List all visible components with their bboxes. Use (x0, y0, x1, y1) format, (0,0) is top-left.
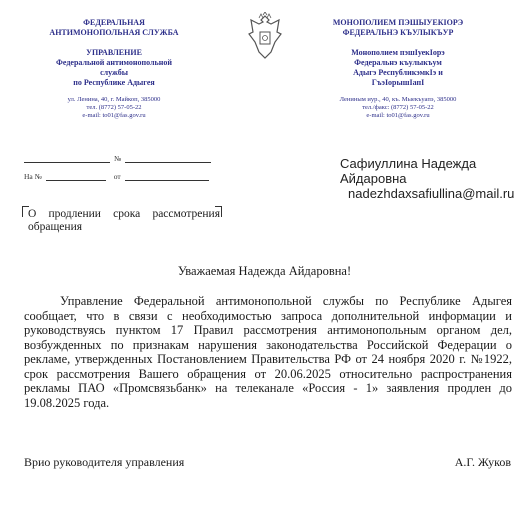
recipient-email: nadezhdaxsafiullina@mail.ru (348, 186, 515, 201)
subject-line2: обращения (28, 221, 83, 233)
dept-name-adyghe-line4: ГъэIорышIапI (371, 78, 425, 87)
ref-number-line (46, 170, 106, 181)
recipient-block (340, 156, 520, 201)
header-right-block (298, 18, 498, 120)
org-name-line1: ФЕДЕРАЛЬНАЯ (83, 18, 145, 27)
org-name-line2: АНТИМОНОПОЛЬНАЯ СЛУЖБА (49, 28, 179, 37)
dept-name-line1: УПРАВЛЕНИЕ (86, 48, 142, 57)
subject-bracket-left (22, 206, 29, 217)
subject-block (24, 208, 220, 234)
ref-label: На № (24, 172, 42, 181)
registration-block (24, 145, 224, 181)
phone: тел. (8772) 57-05-22 (86, 104, 142, 111)
subject-line1: О продлении срока рассмотрения (28, 208, 220, 220)
recipient-name: Сафиуллина Надежда Айдаровна (340, 156, 477, 186)
ref-date-line (125, 170, 209, 181)
reg-number-line (24, 152, 110, 163)
header-left-block (14, 18, 214, 120)
org-name-adyghe-line1: МОНОПОЛИЕМ ПЭШЫУЕКIОРЭ (332, 18, 464, 27)
dept-name-adyghe-line2: Федеральнэ къулыкъум (354, 58, 442, 67)
signature-position: Врио руководителя управления (24, 455, 185, 469)
letter-body: Управление Федеральной антимонопольной службы по Республике Адыгея сообщает, что в связи с необходимостью запроса дополнительной информации и руководствуясь пунктом 17 Правил рассмотрения антимонопольным органом дел, возбужденных по признакам нарушения законодательства Российской Федерации о рекламе, утвержденных Постановлением Правительства РФ от 24 ноября 2020 г. №1922, срок рассмотрения Вашего обращения от 20.06.2025 относительно распространения рекламы ПАО «Промсвязьбанк» на телеканале «Россия - 1» заявления продлен до 19.08.2025 года. (24, 294, 512, 410)
org-name-adyghe-line2: ФЕДЕРАЛЬНЭ КЪУЛЫКЪУР (342, 28, 454, 37)
phone-adyghe: тел./факс: (8772) 57-05-22 (362, 104, 434, 111)
email-adyghe: e-mail: to01@fas.gov.ru (366, 112, 430, 119)
address: ул. Ленина, 40, г. Майкоп, 385000 (67, 96, 161, 103)
dept-name-adyghe-line1: Монополием пэшIуекIорэ (351, 48, 445, 57)
dept-name-line3: службы (100, 68, 128, 77)
email: e-mail: to01@fas.gov.ru (82, 112, 146, 119)
number-sign: № (114, 154, 122, 163)
russian-coat-of-arms-icon (245, 12, 285, 62)
from-label: от (113, 172, 121, 181)
reg-number-line-2 (125, 152, 211, 163)
signature-name: А.Г. Жуков (454, 455, 511, 469)
greeting: Уважаемая Надежда Айдаровна! (177, 264, 352, 278)
dept-name-line2: Федеральной антимонопольной (56, 58, 172, 67)
dept-name-adyghe-line3: Адыгэ РеспубликэмкIэ и (353, 68, 443, 77)
subject-bracket-right (215, 206, 222, 217)
dept-name-line4: по Республике Адыгея (73, 78, 155, 87)
address-adyghe: Лениным иур., 40, къ. Мыекъуапэ, 385000 (339, 96, 457, 103)
